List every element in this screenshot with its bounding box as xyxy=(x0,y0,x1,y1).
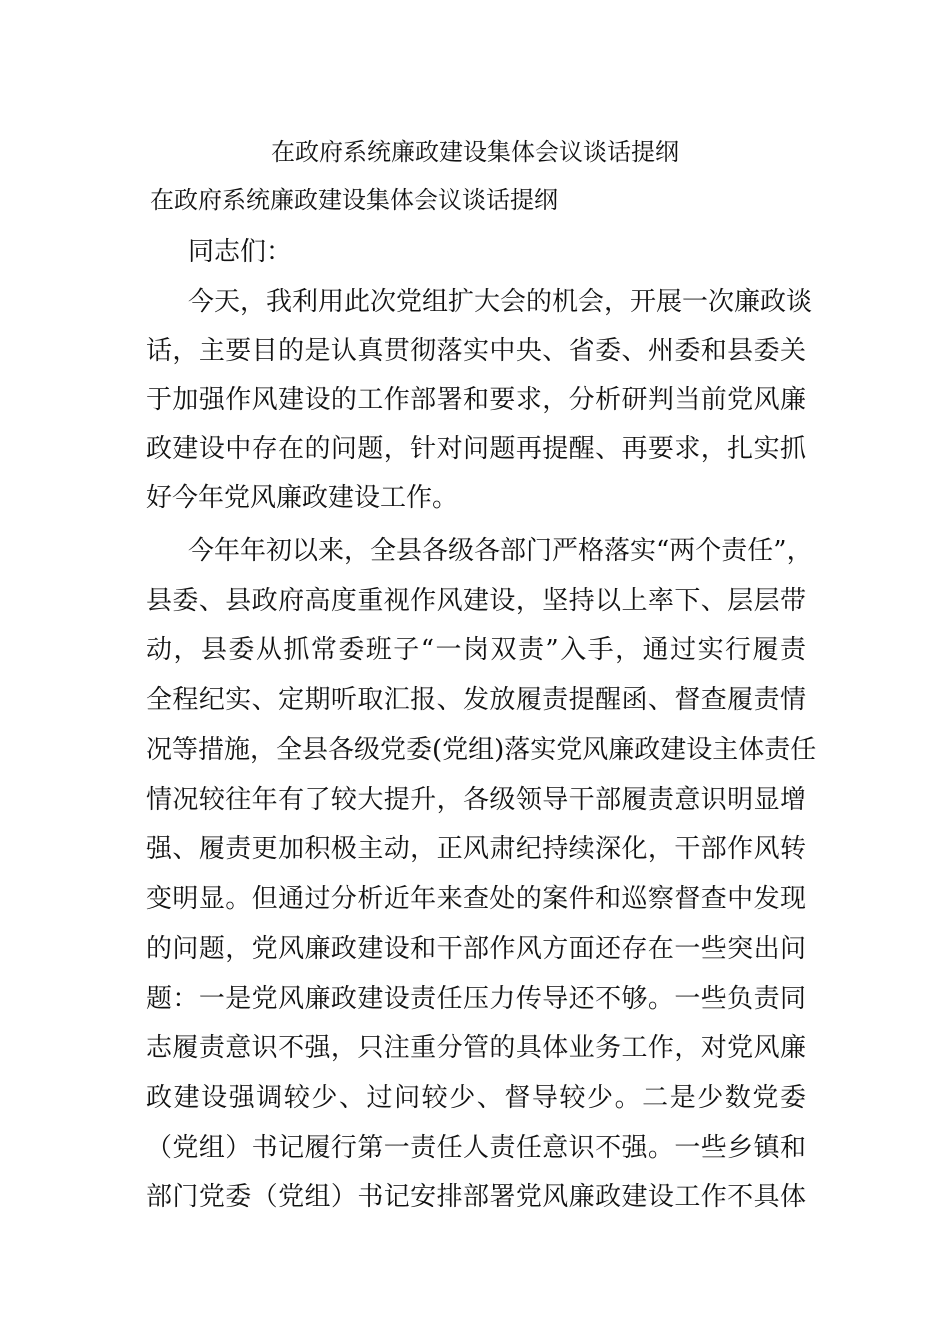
paragraph-2-line: 部门党委（党组）书记安排部署党风廉政建设工作不具体 xyxy=(146,1182,806,1212)
paragraph-1-line: 话，主要目的是认真贯彻落实中央、省委、州委和县委关 xyxy=(146,336,806,366)
paragraph-1-line: 于加强作风建设的工作部署和要求，分析研判当前党风廉 xyxy=(146,385,806,415)
document-title: 在政府系统廉政建设集体会议谈话提纲 xyxy=(271,138,679,166)
paragraph-2-line: 全程纪实、定期听取汇报、发放履责提醒函、督查履责情 xyxy=(146,685,806,715)
paragraph-1-line: 政建设中存在的问题，针对问题再提醒、再要求，扎实抓 xyxy=(146,434,806,464)
salutation: 同志们： xyxy=(188,237,293,267)
paragraph-2-line: 强、履责更加积极主动，正风肃纪持续深化，干部作风转 xyxy=(146,834,806,864)
paragraph-2-line: （党组）书记履行第一责任人责任意识不强。一些乡镇和 xyxy=(146,1133,806,1163)
paragraph-2-line: 县委、县政府高度重视作风建设，坚持以上率下、层层带 xyxy=(146,586,806,616)
paragraph-2-line: 的问题，党风廉政建设和干部作风方面还存在一些突出问 xyxy=(146,934,806,964)
paragraph-1-line: 今天，我利用此次党组扩大会的机会，开展一次廉政谈 xyxy=(188,287,813,317)
paragraph-2-line: 况等措施，全县各级党委(党组)落实党风廉政建设主体责任 xyxy=(146,735,817,765)
paragraph-2-line: 题：一是党风廉政建设责任压力传导还不够。一些负责同 xyxy=(146,984,806,1014)
paragraph-2-line: 变明显。但通过分析近年来查处的案件和巡察督查中发现 xyxy=(146,884,806,914)
paragraph-2-line: 情况较往年有了较大提升，各级领导干部履责意识明显增 xyxy=(146,785,806,815)
document-subtitle: 在政府系统廉政建设集体会议谈话提纲 xyxy=(150,186,558,214)
paragraph-2-line: 动，县委从抓常委班子“一岗双责”入手，通过实行履责 xyxy=(146,635,806,665)
paragraph-2-line: 今年年初以来，全县各级各部门严格落实“两个责任”， xyxy=(188,536,813,566)
paragraph-2-line: 志履责意识不强，只注重分管的具体业务工作，对党风廉 xyxy=(146,1033,806,1063)
paragraph-1-line: 好今年党风廉政建设工作。 xyxy=(146,483,459,513)
paragraph-2-line: 政建设强调较少、过问较少、督导较少。二是少数党委 xyxy=(146,1083,806,1113)
